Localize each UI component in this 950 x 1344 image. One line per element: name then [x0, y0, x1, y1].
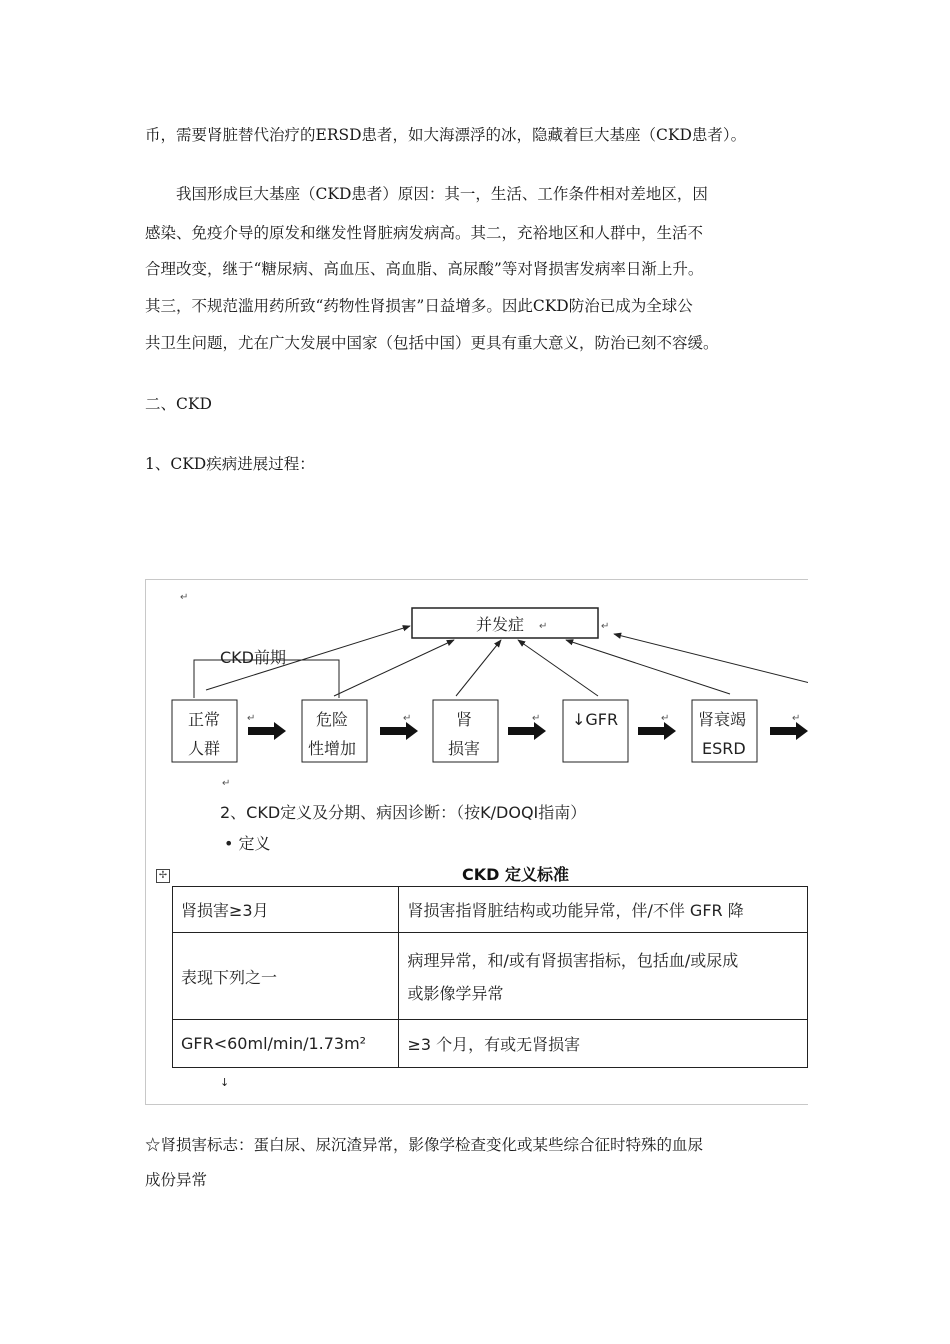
- paragraph-reasons-line-4: 其三，不规范滥用药所致“药物性肾损害”日益增多。因此CKD防治已成为全球公: [145, 297, 693, 315]
- svg-text:危险: 危险: [316, 710, 349, 729]
- arrow-esrd-to-complication: [566, 640, 730, 694]
- paragraph-mark: ↵: [180, 592, 189, 603]
- stage-esrd: [692, 700, 757, 762]
- complication-label: 并发症: [476, 615, 525, 634]
- paragraph-reasons-line-5: 共卫生问题，尤在广大发展中国家（包括中国）更具有重大意义，防治已刻不容缓。: [145, 334, 719, 352]
- stage-gfr-decline: [563, 700, 628, 762]
- arrow-stage-2-3: [380, 722, 418, 740]
- arrow-damage-to-complication: [456, 640, 501, 696]
- paragraph-reasons-line-3: 合理改变，继于“糖尿病、高血压、高血脂、高尿酸”等对肾损害发病率日渐上升。: [145, 260, 704, 278]
- svg-text:↵: ↵: [601, 621, 610, 632]
- stage-kidney-damage: [433, 700, 498, 762]
- arrow-stage-4-5: [638, 722, 676, 740]
- svg-text:肾: 肾: [456, 710, 473, 729]
- svg-text:↵: ↵: [222, 778, 231, 789]
- arrow-stage-1-2: [248, 722, 286, 740]
- table-row: [173, 887, 808, 933]
- table-row: [173, 1020, 808, 1068]
- pre-ckd-label: CKD前期: [220, 648, 286, 667]
- svg-text:损害: 损害: [448, 739, 481, 758]
- stage-risk-increase: [302, 700, 367, 762]
- arrow-stage-3-4: [508, 722, 546, 740]
- svg-text:↵: ↵: [539, 621, 548, 632]
- bottom-mark: ↓: [220, 1076, 230, 1089]
- table-row: [173, 933, 808, 1020]
- svg-text:↵: ↵: [792, 713, 801, 724]
- table-cell: 肾损害指肾脏结构或功能异常，伴/不伴 GFR 降: [399, 887, 808, 933]
- arrow-risk-to-complication: [334, 640, 454, 696]
- ckd-figure: [145, 579, 808, 1105]
- svg-text:ESRD: ESRD: [702, 739, 746, 758]
- table-cell: 病理异常，和/或有肾损害指标，包括血/或尿成 或影像学异常: [399, 933, 808, 1020]
- note-line-2: 成份异常: [145, 1171, 208, 1189]
- section-heading-progression: 1、CKD疾病进展过程：: [145, 455, 315, 473]
- paragraph-iceberg: 币，需要肾脏替代治疗的ERSD患者，如大海漂浮的冰，隐藏着巨大基座（CKD患者）。: [145, 126, 747, 144]
- svg-text:↵: ↵: [247, 713, 256, 724]
- arrow-gfr-to-complication: [518, 640, 598, 696]
- table-cell: ≥3 个月，有或无肾损害: [399, 1020, 808, 1068]
- stage-normal: [172, 700, 237, 762]
- arrow-stage-5-next: [770, 722, 808, 740]
- table-cell: 肾损害≥3月: [173, 887, 399, 933]
- svg-text:正常: 正常: [188, 710, 221, 729]
- table-title: CKD 定义标准: [462, 865, 569, 884]
- arrow-offscreen-to-complication: [614, 634, 808, 684]
- table-move-handle[interactable]: ✢: [156, 869, 170, 883]
- paragraph-reasons-line-1: 我国形成巨大基座（CKD患者）原因：其一，生活、工作条件相对差地区，因: [176, 185, 708, 203]
- svg-text:肾衰竭: 肾衰竭: [698, 710, 747, 729]
- svg-text:性增加: 性增加: [308, 739, 357, 758]
- svg-text:↵: ↵: [532, 713, 541, 724]
- definition-bullet: • 定义: [224, 834, 271, 853]
- section-heading-ckd: 二、CKD: [145, 395, 212, 413]
- ckd-definition-table: [172, 886, 808, 1068]
- table-cell: GFR<60ml/min/1.73m²: [173, 1020, 399, 1068]
- svg-text:人群: 人群: [188, 739, 221, 758]
- svg-text:↵: ↵: [403, 713, 412, 724]
- svg-text:↓GFR: ↓GFR: [572, 710, 619, 729]
- note-line-1: ☆肾损害标志：蛋白尿、尿沉渣异常，影像学检查变化或某些综合征时特殊的血尿: [145, 1136, 704, 1154]
- svg-text:↵: ↵: [661, 713, 670, 724]
- table-cell: 表现下列之一: [173, 933, 399, 1020]
- definition-section-title: 2、CKD定义及分期、病因诊断：（按K/DOQI指南）: [220, 803, 587, 822]
- paragraph-reasons-line-2: 感染、免疫介导的原发和继发性肾脏病发病高。其二，充裕地区和人群中，生活不: [145, 224, 704, 242]
